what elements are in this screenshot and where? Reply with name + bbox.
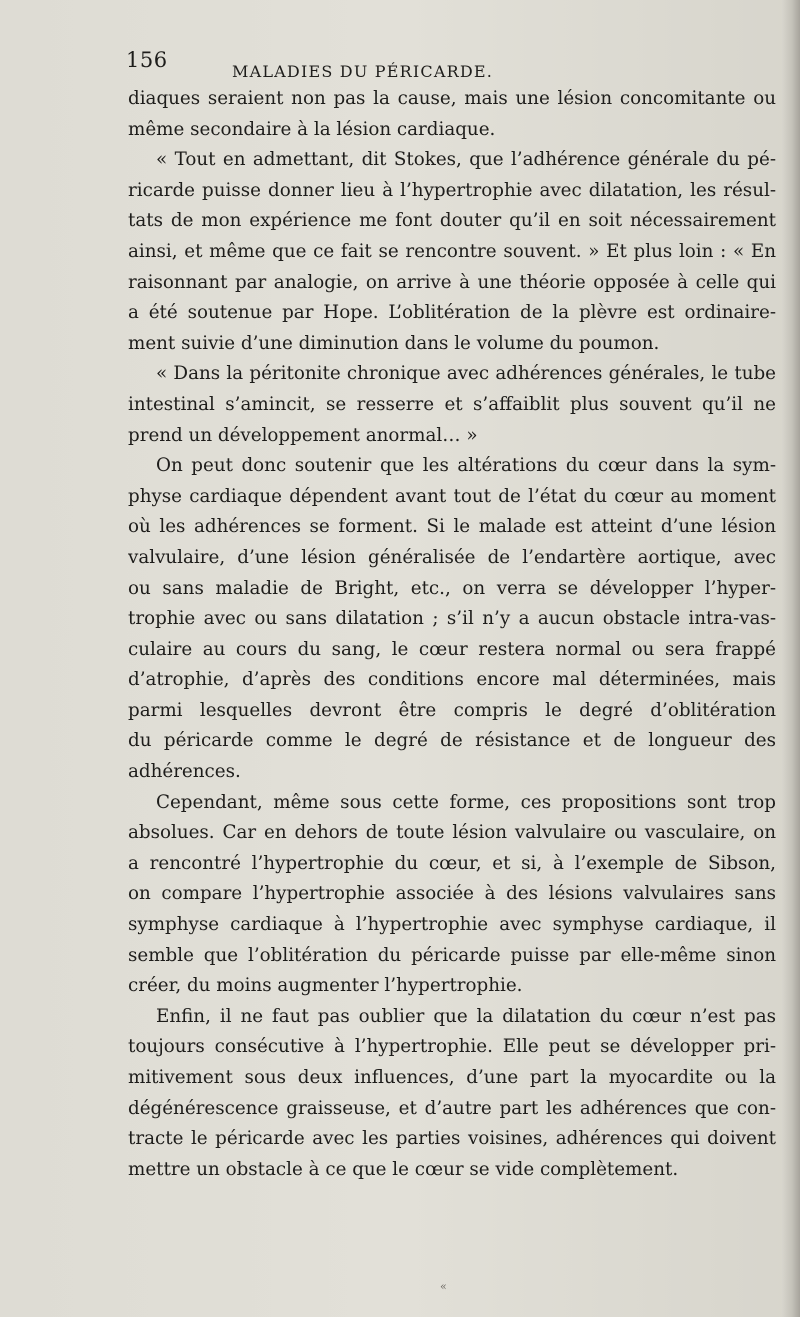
text-line: parmi lesquelles devront être compris le degré d’oblitération xyxy=(128,699,776,721)
page-number: 156 xyxy=(126,48,168,72)
text-line: « Dans la péritonite chronique avec adhérences générales, le tube xyxy=(156,363,776,385)
text-line: mettre un obstacle à ce que le cœur se vide complètement. xyxy=(128,1158,679,1180)
text-line: dégénérescence graisseuse, et d’autre part les adhérences que con- xyxy=(128,1097,776,1119)
text-line: ou sans maladie de Bright, etc., on verra se développer l’hyper- xyxy=(128,577,776,599)
text-line: Cependant, même sous cette forme, ces propositions sont trop xyxy=(156,791,776,813)
text-line: ricarde puisse donner lieu à l’hypertrophie avec dilatation, les résul- xyxy=(128,179,776,201)
text-line: du péricarde comme le degré de résistance et de longueur des xyxy=(128,730,776,752)
text-line: toujours consécutive à l’hypertrophie. Elle peut se développer pri- xyxy=(128,1036,776,1058)
text-line: on compare l’hypertrophie associée à des lésions valvulaires sans xyxy=(128,883,776,905)
text-line: mitivement sous deux influences, d’une part la myocardite ou la xyxy=(128,1067,776,1088)
text-line: intestinal s’amincit, se resserre et s’affaiblit plus souvent qu’il ne xyxy=(128,393,776,415)
text-line: même secondaire à la lésion cardiaque. xyxy=(128,118,496,140)
text-line: prend un développement anormal… » xyxy=(128,424,478,446)
text-line: culaire au cours du sang, le cœur restera normal ou sera frappé xyxy=(128,638,776,660)
text-line: créer, du moins augmenter l’hypertrophie. xyxy=(128,975,523,997)
text-line: valvulaire, d’une lésion généralisée de l’endartère aortique, avec xyxy=(128,546,776,568)
text-line: ment suivie d’une diminution dans le volume du poumon. xyxy=(128,332,660,354)
text-line: d’atrophie, d’après des conditions encore mal déterminées, mais xyxy=(128,669,776,691)
text-line: adhérences. xyxy=(128,761,241,783)
printer-mark: « xyxy=(440,1280,447,1293)
running-head: MALADIES DU PÉRICARDE. xyxy=(232,62,494,81)
text-line: « Tout en admettant, dit Stokes, que l’adhérence générale du pé- xyxy=(156,149,776,171)
text-line: a rencontré l’hypertrophie du cœur, et si, à l’exemple de Sibson, xyxy=(128,852,776,874)
text-line: tats de mon expérience me font douter qu’il en soit nécessairement xyxy=(128,210,776,232)
text-line: tracte le péricarde avec les parties voisines, adhérences qui doivent xyxy=(128,1128,776,1150)
text-line: ainsi, et même que ce fait se rencontre souvent. » Et plus loin : « En xyxy=(128,240,776,262)
text-line: symphyse cardiaque à l’hypertrophie avec symphyse cardiaque, il xyxy=(128,914,776,936)
text-line: On peut donc soutenir que les altérations du cœur dans la sym- xyxy=(156,455,776,477)
text-line: a été soutenue par Hope. L’oblitération de la plèvre est ordinaire- xyxy=(128,302,776,324)
text-line: où les adhérences se forment. Si le malade est atteint d’une lésion xyxy=(128,516,776,538)
text-line: trophie avec ou sans dilatation ; s’il n’y a aucun obstacle intra-vas- xyxy=(128,608,776,630)
text-line: diaques seraient non pas la cause, mais une lésion concomitante ou xyxy=(128,88,776,109)
text-line: semble que l’oblitération du péricarde puisse par elle-même sinon xyxy=(128,944,776,966)
page-binding-edge xyxy=(782,0,800,1317)
text-line: physe cardiaque dépendent avant tout de l’état du cœur au moment xyxy=(128,485,776,507)
text-line: raisonnant par analogie, on arrive à une théorie opposée à celle qui xyxy=(128,271,776,293)
text-line: absolues. Car en dehors de toute lésion valvulaire ou vasculaire, on xyxy=(128,822,776,844)
body-text xyxy=(128,84,776,1185)
text-line: Enfin, il ne faut pas oublier que la dilatation du cœur n’est pas xyxy=(156,1005,776,1027)
